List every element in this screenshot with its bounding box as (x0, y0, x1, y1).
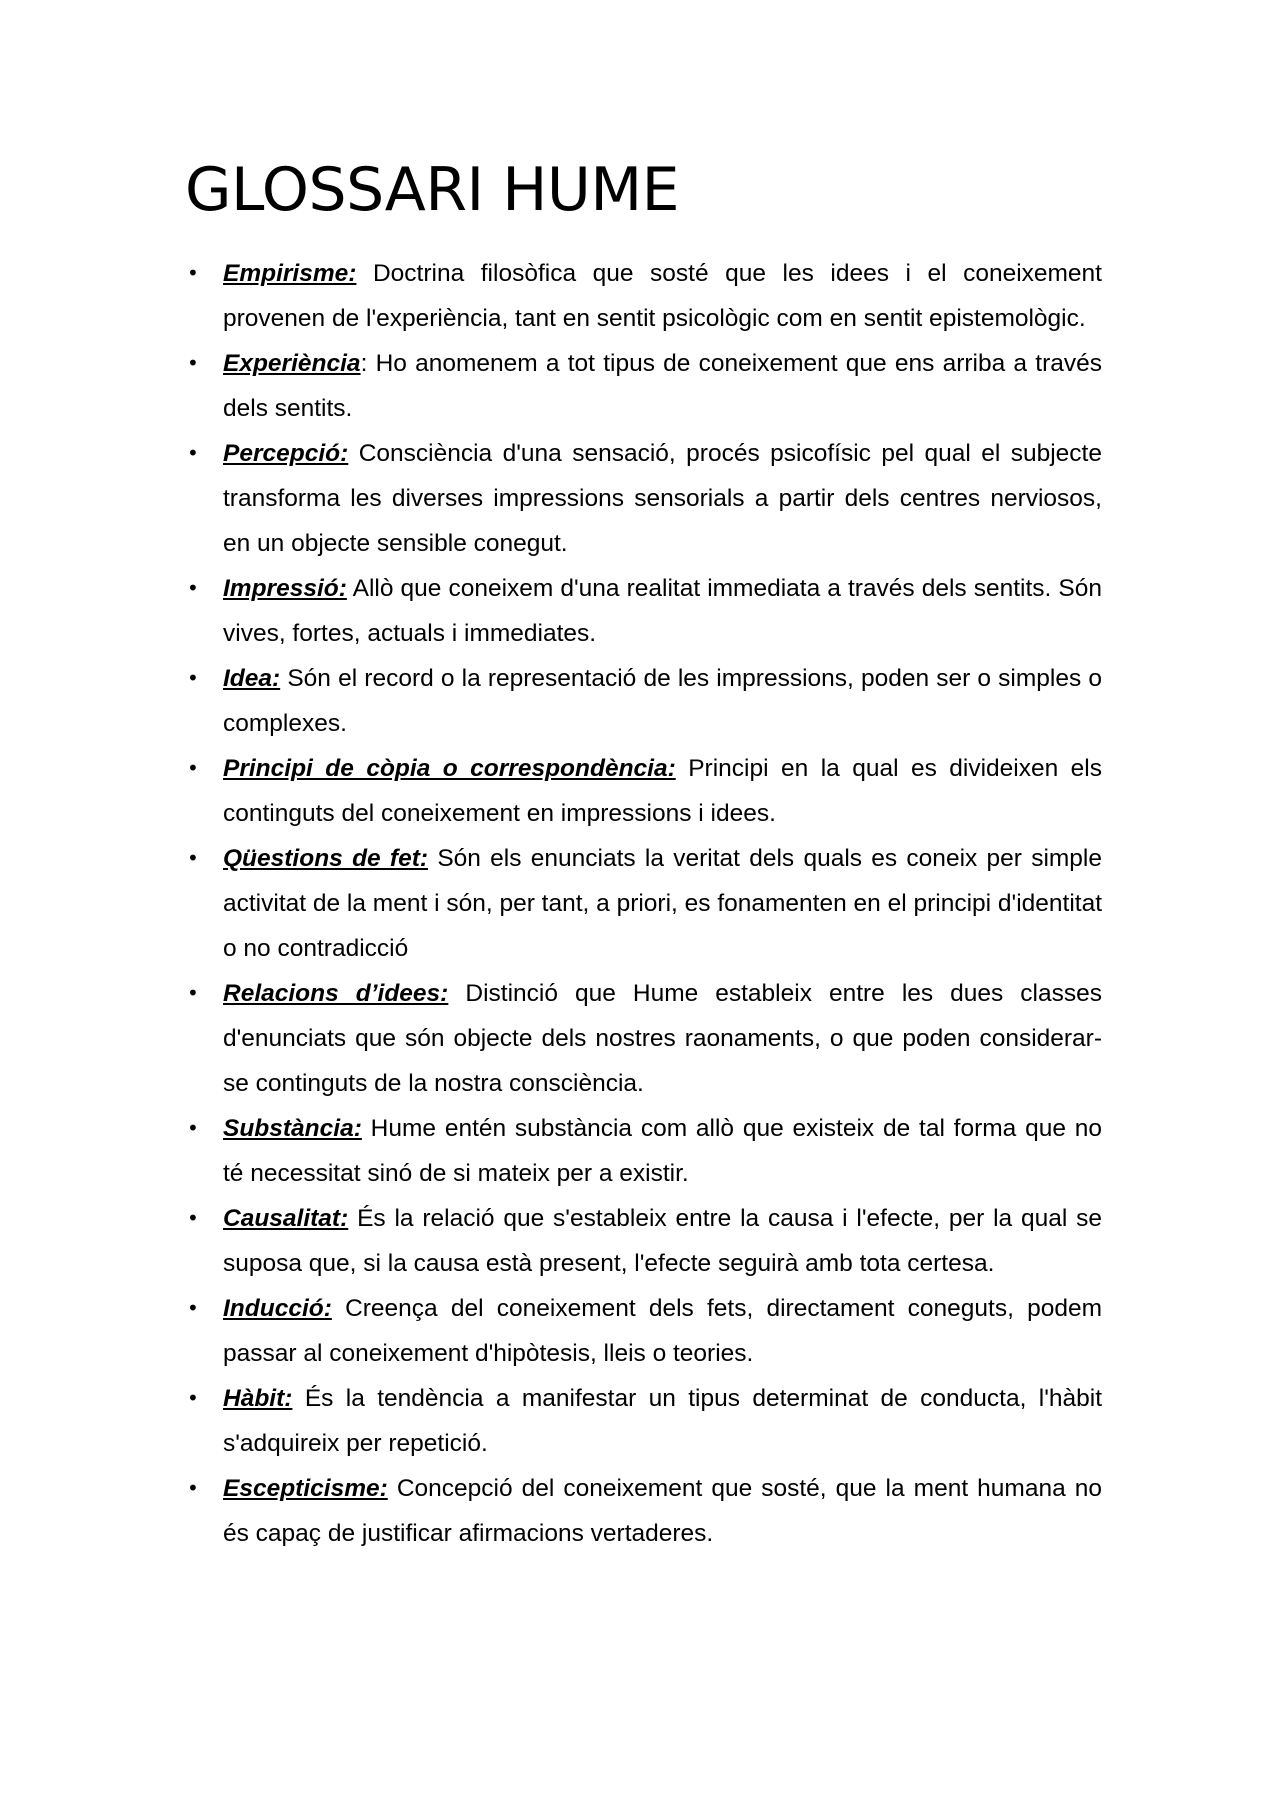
glossary-definition: És la tendència a manifestar un tipus determinat de conducta, l'hàbit s'adquireix per repetició. (223, 1385, 1103, 1457)
term-separator (448, 980, 465, 1007)
glossary-definition: Hume entén substància com allò que existeix de tal forma que no té necessitat sinó de si mateix per a existir. (223, 1115, 1102, 1187)
glossary-definition: Són els enunciats la veritat dels quals es coneix per simple activitat de la ment i són, per tant, a priori, es fonamenten en el principi d'identitat o no contradicció (223, 845, 1103, 962)
glossary-term: Impressió: (223, 575, 347, 602)
glossary-list (187, 251, 1103, 1556)
glossary-definition: Ho anomenem a tot tipus de coneixement que ens arriba a través dels sentits. (223, 350, 1102, 422)
glossary-entry (187, 746, 1103, 836)
glossary-definition: És la relació que s'estableix entre la causa i l'efecte, per la qual se suposa que, si la causa està present, l'efecte seguirà amb tota certesa. (223, 1205, 1102, 1277)
bullet-icon: • (187, 441, 199, 465)
glossary-term: Qüestions de fet: (223, 845, 429, 872)
glossary-term: Substància: (223, 1115, 362, 1142)
glossary-term: Escepticisme: (223, 1475, 388, 1502)
term-separator (292, 1385, 304, 1412)
glossary-term: Idea: (223, 665, 281, 692)
glossary-entry (187, 971, 1102, 1106)
term-separator (348, 440, 358, 467)
term-separator: : (360, 350, 376, 377)
glossary-definition: Doctrina filosòfica que sosté que les idees i el coneixement provenen de l'experiència, tant en sentit psicològic com en sentit epistemològic. (223, 260, 1102, 332)
glossary-definition: Creença del coneixement dels fets, directament coneguts, podem passar al coneixement d'hipòtesis, lleis o teories. (223, 1295, 1102, 1367)
glossary-term: Relacions d’idees: (223, 980, 449, 1007)
bullet-icon: • (187, 1296, 199, 1320)
glossary-term: Percepció: (223, 440, 349, 467)
glossary-entry (187, 656, 1102, 746)
glossary-term: Inducció: (223, 1295, 332, 1322)
glossary-definition: Concepció del coneixement que sosté, que la ment humana no és capaç de justificar afirmacions vertaderes. (223, 1475, 1102, 1547)
bullet-icon: • (187, 981, 199, 1005)
glossary-entry (187, 836, 1103, 971)
term-separator (362, 1115, 371, 1142)
bullet-icon: • (187, 666, 199, 690)
term-separator (356, 260, 373, 287)
term-separator (388, 1475, 397, 1502)
page-title: GLOSSARI HUME (185, 155, 680, 225)
glossary-term: Principi de còpia o correspondència: (223, 755, 676, 782)
glossary-definition: Distinció que Hume estableix entre les dues classes d'enunciats que són objecte dels nostres raonaments, o que poden considerar-se continguts de la nostra consciència. (223, 980, 1102, 1097)
glossary-entry (187, 1376, 1103, 1466)
bullet-icon: • (187, 1206, 199, 1230)
bullet-icon: • (187, 351, 199, 375)
glossary-entry (187, 341, 1102, 431)
glossary-term: Empirisme: (223, 260, 357, 287)
term-separator (676, 755, 688, 782)
glossary-definition: Principi en la qual es divideixen els continguts del coneixement en impressions i idees. (223, 755, 1103, 827)
term-separator (348, 1205, 357, 1232)
glossary-entry (187, 566, 1102, 656)
glossary-entry (187, 431, 1102, 566)
glossary-definition: Consciència d'una sensació, procés psicofísic pel qual el subjecte transforma les diverses impressions sensorials a partir dels centres nerviosos, en un objecte sensible conegut. (223, 440, 1102, 557)
glossary-term: Hàbit: (223, 1385, 293, 1412)
bullet-icon: • (187, 1386, 199, 1410)
glossary-entry (187, 251, 1102, 341)
bullet-icon: • (187, 1116, 199, 1140)
glossary-term: Causalitat: (223, 1205, 349, 1232)
glossary-term: Experiència (223, 350, 361, 377)
glossary-definition: Són el record o la representació de les impressions, poden ser o simples o complexes. (223, 665, 1102, 737)
bullet-icon: • (187, 1476, 199, 1500)
bullet-icon: • (187, 846, 199, 870)
bullet-icon: • (187, 756, 199, 780)
glossary-entry (187, 1466, 1102, 1556)
glossary-entry (187, 1106, 1102, 1196)
term-separator (332, 1295, 345, 1322)
bullet-icon: • (187, 261, 199, 285)
glossary-entry (187, 1196, 1102, 1286)
bullet-icon: • (187, 576, 199, 600)
glossary-definition: Allò que coneixem d'una realitat immediata a través dels sentits. Són vives, fortes, actuals i immediates. (223, 575, 1102, 647)
glossary-entry (187, 1286, 1102, 1376)
term-separator (428, 845, 437, 872)
